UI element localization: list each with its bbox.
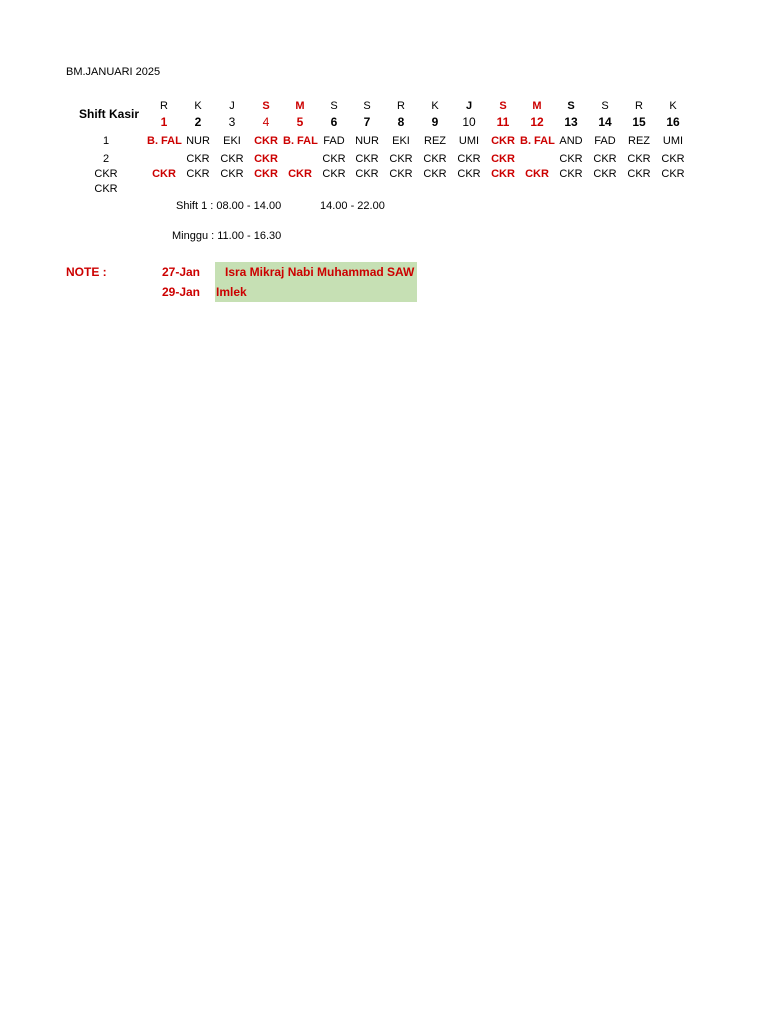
shift-1-cell: AND — [559, 135, 583, 147]
minggu-hours: Minggu : 11.00 - 16.30 — [172, 230, 282, 242]
day-letter: S — [330, 100, 338, 112]
shift-2-cell: CKR — [491, 153, 515, 165]
shift-2-cell: CKR — [593, 153, 617, 165]
shift-2-cell: CKR — [661, 153, 685, 165]
shift-2-cell: CKR — [627, 153, 651, 165]
day-letter: S — [363, 100, 371, 112]
day-number: 2 — [194, 115, 202, 129]
day-number: 4 — [262, 115, 270, 129]
day-number: 13 — [564, 115, 578, 129]
ckr-cell: CKR — [322, 168, 346, 180]
shift-1-cell: UMI — [458, 135, 480, 147]
ckr-cell: CKR — [389, 168, 413, 180]
holiday-name-1: Isra Mikraj Nabi Muhammad SAW — [225, 265, 415, 279]
ckr-cell: CKR — [491, 168, 515, 180]
shift-2-cell: CKR — [186, 153, 210, 165]
ckr-cell: CKR — [525, 168, 549, 180]
shift-1-cell: REZ — [628, 135, 650, 147]
day-number: 3 — [228, 115, 236, 129]
ckr-cell: CKR — [457, 168, 481, 180]
schedule-title: BM.JANUARI 2025 — [66, 66, 161, 78]
ckr-cell: CKR — [661, 168, 685, 180]
row-label-ckr-extra: CKR — [94, 183, 118, 195]
ckr-cell: CKR — [355, 168, 379, 180]
shift-2-cell: CKR — [254, 153, 278, 165]
holiday-date-1: 27-Jan — [161, 265, 200, 279]
day-number: 7 — [363, 115, 371, 129]
row-label-1: 1 — [102, 135, 110, 147]
day-letter: K — [431, 100, 439, 112]
ckr-cell: CKR — [288, 168, 312, 180]
note-label: NOTE : — [66, 265, 107, 279]
shift-1-cell: CKR — [491, 135, 515, 147]
shift-2-cell: CKR — [355, 153, 379, 165]
ckr-cell: CKR — [627, 168, 651, 180]
shift-2-hours: 14.00 - 22.00 — [320, 200, 385, 212]
day-letter: J — [465, 100, 473, 112]
day-number: 15 — [632, 115, 646, 129]
ckr-cell: CKR — [220, 168, 244, 180]
day-letter: J — [229, 100, 235, 112]
day-letter: S — [499, 100, 507, 112]
shift-1-cell: UMI — [662, 135, 684, 147]
day-letter: M — [532, 100, 542, 112]
day-number: 8 — [397, 115, 405, 129]
shift-2-cell: CKR — [559, 153, 583, 165]
shift-1-hours: Shift 1 : 08.00 - 14.00 — [176, 200, 282, 212]
shift-2-cell: CKR — [220, 153, 244, 165]
shift-1-cell: FAD — [323, 135, 345, 147]
ckr-cell: CKR — [152, 168, 176, 180]
shift-1-cell: EKI — [392, 135, 410, 147]
ckr-cell: CKR — [559, 168, 583, 180]
day-letter: M — [295, 100, 305, 112]
day-letter: R — [160, 100, 168, 112]
shift-1-cell: B. FAL — [283, 135, 318, 147]
day-letter: R — [635, 100, 643, 112]
day-number: 11 — [496, 115, 510, 129]
shift-1-cell: EKI — [223, 135, 241, 147]
ckr-cell: CKR — [423, 168, 447, 180]
shift-kasir-label: Shift Kasir — [79, 107, 140, 121]
day-letter: S — [262, 100, 270, 112]
day-letter: S — [567, 100, 575, 112]
holiday-name-2: Imlek — [216, 285, 247, 299]
holiday-date-2: 29-Jan — [161, 285, 200, 299]
shift-1-cell: FAD — [594, 135, 616, 147]
day-letter: K — [669, 100, 677, 112]
shift-1-cell: CKR — [254, 135, 278, 147]
shift-2-cell: CKR — [457, 153, 481, 165]
ckr-cell: CKR — [593, 168, 617, 180]
day-number: 14 — [598, 115, 612, 129]
day-letter: S — [601, 100, 609, 112]
shift-2-cell: CKR — [322, 153, 346, 165]
day-number: 6 — [330, 115, 338, 129]
day-number: 5 — [296, 115, 304, 129]
day-number: 10 — [462, 115, 476, 129]
day-letter: K — [194, 100, 202, 112]
row-label-2: 2 — [102, 153, 110, 165]
day-number: 16 — [666, 115, 680, 129]
shift-2-cell: CKR — [389, 153, 413, 165]
day-letter: R — [397, 100, 405, 112]
day-number: 1 — [160, 115, 168, 129]
shift-1-cell: NUR — [355, 135, 379, 147]
shift-1-cell: NUR — [186, 135, 210, 147]
shift-1-cell: B. FAL — [147, 135, 182, 147]
shift-2-cell: CKR — [423, 153, 447, 165]
ckr-cell: CKR — [186, 168, 210, 180]
day-number: 12 — [530, 115, 544, 129]
shift-1-cell: B. FAL — [520, 135, 555, 147]
shift-1-cell: REZ — [424, 135, 446, 147]
day-number: 9 — [431, 115, 439, 129]
ckr-cell: CKR — [254, 168, 278, 180]
row-label-ckr: CKR — [94, 168, 118, 180]
